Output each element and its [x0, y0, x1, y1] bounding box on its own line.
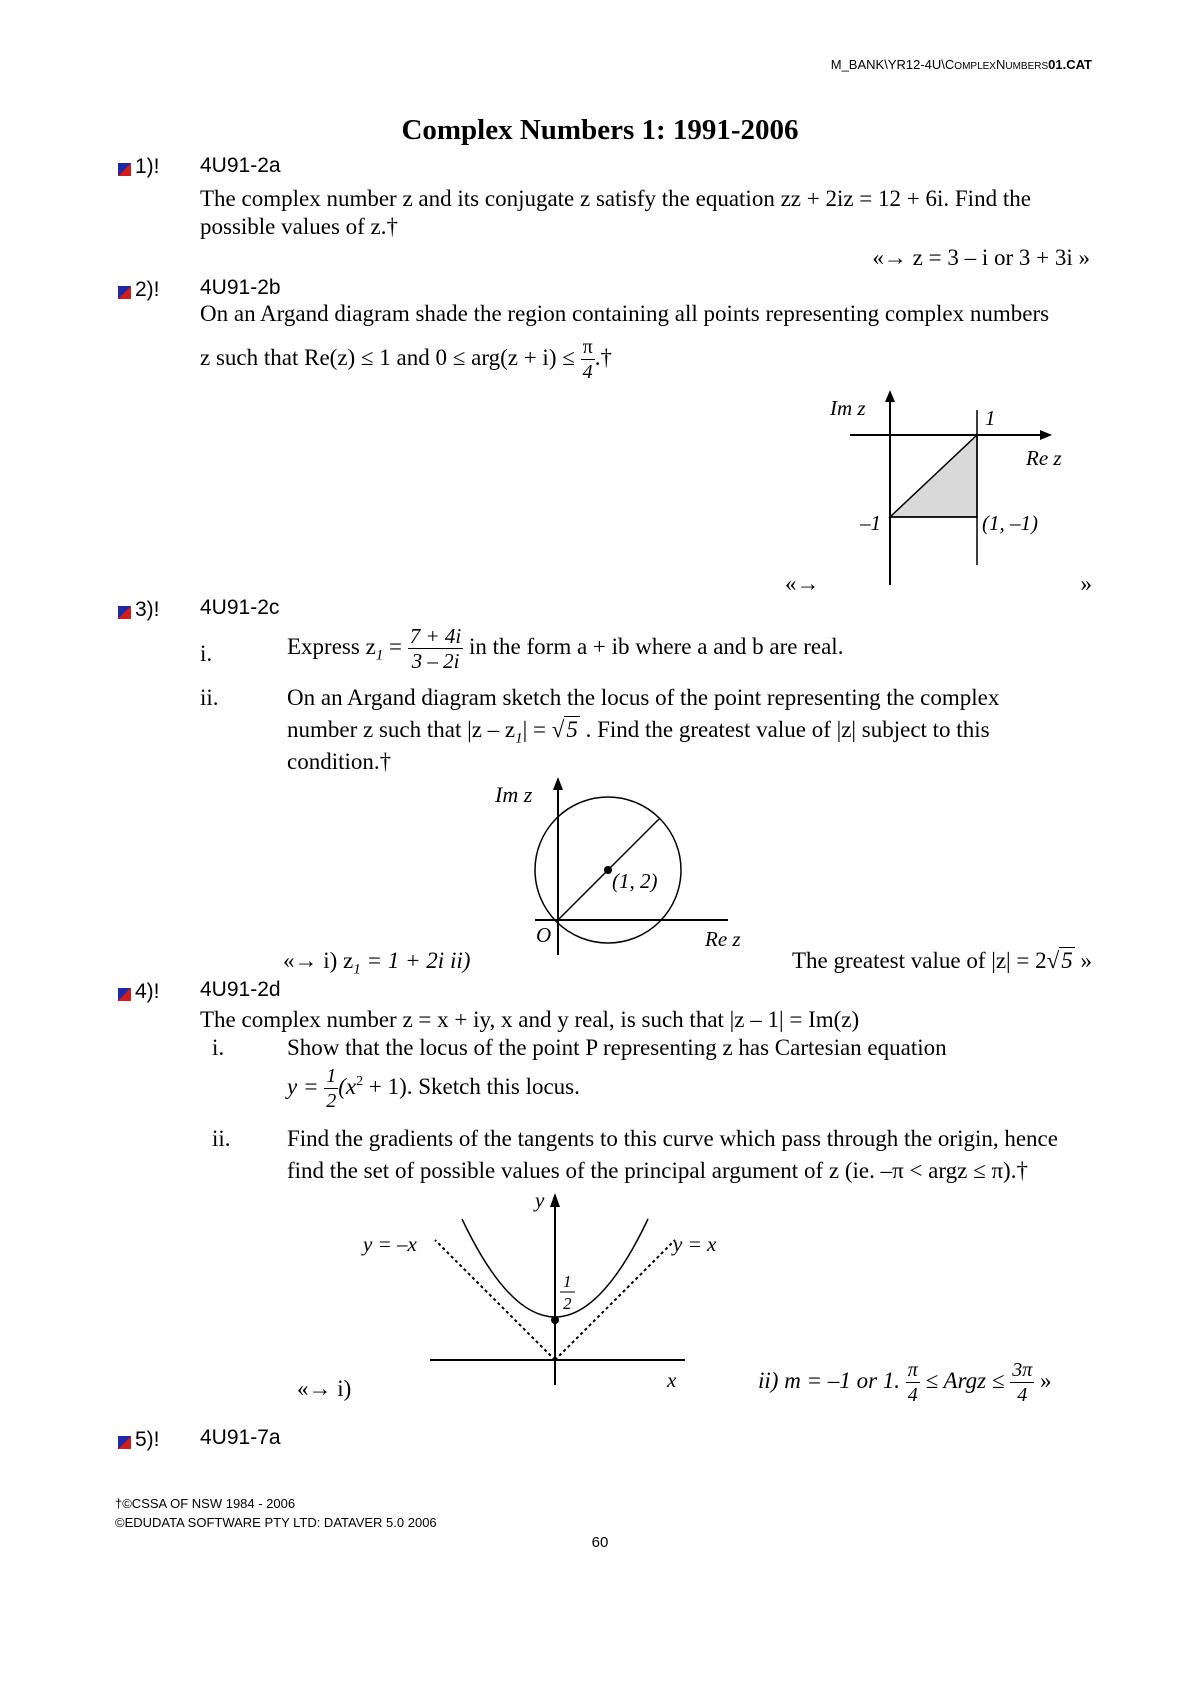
question-2-text: On an Argand diagram shade the region containing all points representing complex numbers [200, 301, 1050, 326]
x-axis-label: x [667, 1368, 677, 1392]
half-numerator: 1 [563, 1272, 572, 1291]
question-1-header [118, 155, 160, 179]
half-denominator: 2 [563, 1294, 572, 1313]
question-number: 5)! [135, 1428, 160, 1451]
question-4-text: The complex number z = x + iy, x and y real, is such that |z – 1| = Im(z) [200, 1007, 860, 1032]
minus-one-label: –1 [860, 511, 881, 535]
question-2-answer-close: » [1080, 571, 1092, 596]
question-code: 4U91-2c [200, 596, 280, 619]
im-axis-label: Im z [830, 396, 866, 420]
file-path-header: M_BANK\YR12-4U\COMPLEXNUMBERS01.CAT [830, 57, 1092, 72]
question-4-header [118, 980, 160, 1004]
argand-diagram-circle [490, 770, 770, 965]
question-4-answer-open: «→ i) [297, 1376, 352, 1401]
question-3-part-ii-3: condition.† [287, 749, 392, 774]
argand-diagram-region [830, 385, 1070, 590]
question-number: 3)! [135, 598, 160, 621]
question-3-header [118, 598, 160, 622]
question-code: 4U91-2a [200, 154, 281, 177]
im-axis-label: Im z [495, 782, 533, 807]
question-number: 4)! [135, 980, 160, 1003]
question-1-text-2: possible values of z.† [200, 214, 399, 239]
parabola-diagram [355, 1185, 755, 1395]
question-2-text-2: z such that Re(z) ≤ 1 and 0 ≤ arg(z + i) ≤ $\frac{\pi}{4}$ .† [200, 336, 612, 383]
question-1-answer: «→ z = 3 – i or 3 + 3i » [872, 245, 1090, 270]
question-1-text: The complex number z and its conjugate z satisfy the equation zz + 2iz = 12 + 6i. Find the [200, 186, 1031, 211]
part-label: i. [200, 641, 213, 666]
question-code: 4U91-2b [200, 276, 281, 299]
question-5-header [118, 1428, 160, 1452]
re-axis-label: Re z [1026, 446, 1062, 470]
question-bullet-icon [118, 163, 131, 176]
part-label: ii. [212, 1126, 231, 1151]
question-3-part-ii-2: number z such that $|z - z_1| = √5$ . Find the greatest value of |z| subject to this [287, 717, 990, 747]
center-label: (1, 2) [612, 869, 658, 893]
question-4-part-ii: Find the gradients of the tangents to this curve which pass through the origin, hence [287, 1126, 1058, 1151]
question-bullet-icon [118, 988, 131, 1001]
page-title: Complex Numbers 1: 1991-2006 [401, 114, 799, 146]
question-3-answer-2: The greatest value of |z| = 2√5 » [791, 948, 1092, 973]
page-number: 60 [591, 1534, 609, 1551]
question-3-answer: «→ i) $z_1 = 1 + 2i$ ii) [283, 948, 471, 978]
question-3-part-ii: On an Argand diagram sketch the locus of the point representing the complex [287, 685, 1000, 710]
question-2-header [118, 278, 160, 302]
part-label: i. [212, 1035, 225, 1060]
question-code: 4U91-7a [200, 1426, 281, 1449]
copyright-line-1: †©CSSA OF NSW 1984 - 2006 [115, 1496, 296, 1511]
point-label: (1, –1) [982, 511, 1038, 535]
right-asymptote-label: y = x [673, 1232, 717, 1256]
copyright-line-2: ©EDUDATA SOFTWARE PTY LTD: DATAVER 5.0 2006 [115, 1515, 437, 1530]
question-number: 2)! [135, 278, 160, 301]
question-4-answer: ii) m = –1 or 1. $\frac{\pi}{4}$ ≤ Argz ≤ $\frac{3\pi}{4}$ » [758, 1359, 1052, 1406]
question-bullet-icon [118, 286, 131, 299]
question-4-part-i: Show that the locus of the point P representing z has Cartesian equation [287, 1035, 947, 1060]
question-2-answer-open: «→ [785, 571, 820, 596]
question-code: 4U91-2d [200, 978, 281, 1001]
part-label: ii. [200, 685, 219, 710]
one-label: 1 [985, 406, 996, 430]
left-asymptote-label: y = –x [363, 1232, 417, 1256]
question-4-part-ii-2: find the set of possible values of the principal argument of z (ie. –π < argz ≤ π).† [287, 1158, 1028, 1183]
question-bullet-icon [118, 606, 131, 619]
y-axis-label: y [535, 1188, 545, 1212]
question-number: 1)! [135, 155, 160, 178]
question-3-part-i: Express $z_1$ = $\frac{7 + 4i}{3 - 2i}$ in the form a + ib where a and b are real. [287, 624, 844, 673]
question-4-equation: y = $\frac{1}{2}$ $(x^2 + 1)$. Sketch this locus. [287, 1065, 580, 1112]
shaded-region [890, 435, 977, 517]
origin-label: O [536, 923, 552, 947]
question-bullet-icon [118, 1436, 131, 1449]
re-axis-label: Re z [705, 927, 741, 951]
